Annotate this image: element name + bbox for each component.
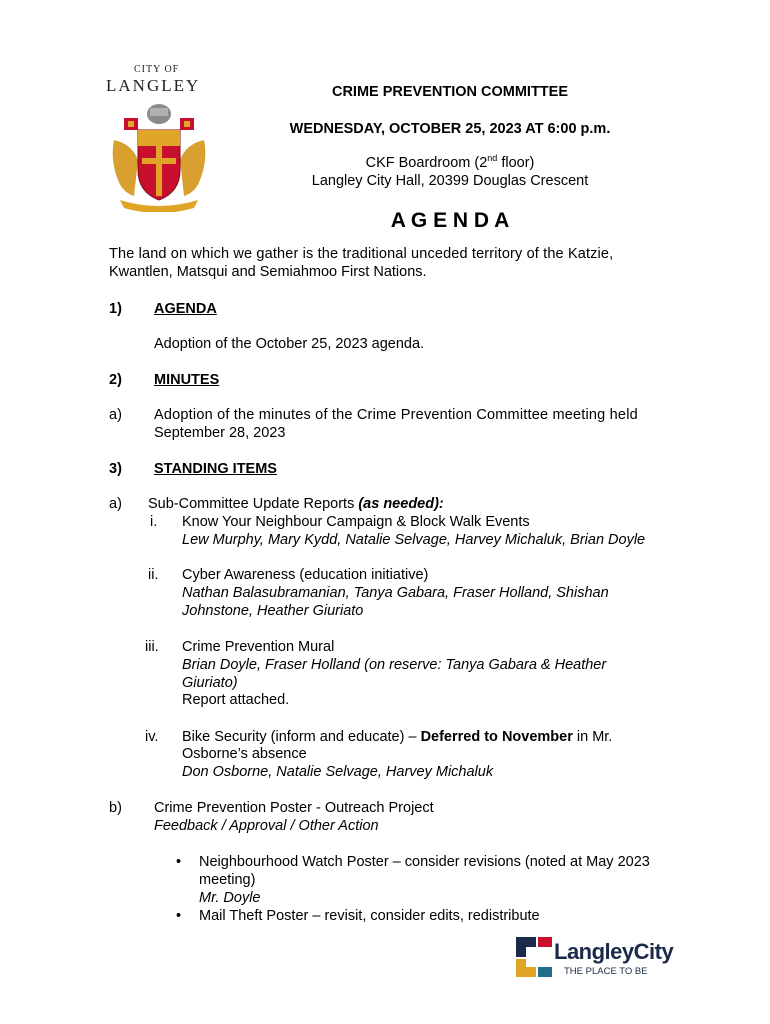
item-iii-names-2: Giuriato) (182, 675, 238, 691)
bullet-1-line-3: Mr. Doyle (199, 890, 261, 906)
section-3a-label: a) (109, 496, 122, 512)
section-2a-text-1: Adoption of the minutes of the Crime Prevention Committee meeting held (154, 407, 638, 423)
item-iii-note: Report attached. (182, 692, 290, 708)
item-iv-title-pre: Bike Security (inform and educate) – (182, 729, 421, 745)
section-3a-heading (148, 495, 444, 513)
bullet-1-line-2: meeting) (199, 872, 256, 888)
room-text-post: floor) (497, 155, 535, 171)
bullet-1-line-1: Neighbourhood Watch Poster – consider revisions (noted at May 2023 (199, 854, 650, 870)
section-1-title: AGENDA (154, 301, 217, 317)
section-3b-title: Crime Prevention Poster - Outreach Project (154, 800, 434, 816)
acknowledgement-line-1: The land on which we gather is the traditional unceded territory of the Katzie, (109, 246, 614, 262)
committee-title: CRIME PREVENTION COMMITTEE (331, 84, 569, 100)
item-iii-title: Crime Prevention Mural (182, 639, 335, 655)
section-2-title: MINUTES (154, 372, 220, 388)
item-ii-names-1: Nathan Balasubramanian, Tanya Gabara, Fraser Holland, Shishan (182, 585, 609, 601)
section-3b-subtitle: Feedback / Approval / Other Action (154, 818, 379, 834)
agenda-heading: A G E N D A (390, 209, 510, 232)
room-text-sup: nd (487, 153, 498, 164)
section-3-title: STANDING ITEMS (154, 461, 277, 477)
item-iv-title-post: in Mr. (572, 729, 613, 745)
item-ii-names-2: Johnstone, Heather Giuriato (182, 603, 364, 619)
city-crest-logo (104, 62, 214, 212)
section-3-number: 3) (109, 461, 122, 477)
item-i-title: Know Your Neighbour Campaign & Block Walk Events (182, 514, 530, 530)
section-3a-note: (as needed): (358, 496, 444, 512)
section-2a-label: a) (109, 407, 122, 423)
item-iv-names: Don Osborne, Natalie Selvage, Harvey Michaluk (182, 764, 494, 780)
room-text-pre: CKF Boardroom (2 (365, 155, 488, 171)
langley-city-tagline: THE PLACE TO BE (564, 966, 648, 977)
meeting-room (250, 154, 650, 172)
logo-langley-text: LANGLEY (106, 76, 201, 95)
section-2-number: 2) (109, 372, 122, 388)
langley-city-logo (510, 933, 680, 983)
item-iii-names-1: Brian Doyle, Fraser Holland (on reserve: Tanya Gabara & Heather (182, 657, 607, 673)
item-iii-number: iii. (145, 639, 159, 655)
acknowledgement-line-2: Kwantlen, Matsqui and Semiahmoo First Nations. (109, 264, 427, 280)
item-iv-number: iv. (145, 729, 159, 745)
langley-city-mark-icon (510, 933, 558, 981)
logo-city-of-text: CITY OF (134, 64, 180, 75)
item-iv-title-bold: Deferred to November (420, 729, 573, 745)
section-1-number: 1) (109, 301, 122, 317)
item-iv-title (182, 728, 612, 746)
item-ii-number: ii. (148, 567, 159, 583)
crest-icon (104, 100, 214, 212)
section-2a-text-2: September 28, 2023 (154, 425, 286, 441)
section-3a-text: Sub-Committee Update Reports (148, 496, 359, 512)
section-1-text: Adoption of the October 25, 2023 agenda. (154, 336, 425, 352)
meeting-date: WEDNESDAY, OCTOBER 25, 2023 AT 6:00 p.m. (289, 121, 611, 137)
item-ii-title: Cyber Awareness (education initiative) (182, 567, 429, 583)
section-3b-label: b) (109, 800, 122, 816)
meeting-address: Langley City Hall, 20399 Douglas Crescent (311, 173, 589, 189)
item-i-number: i. (150, 514, 158, 530)
item-i-names: Lew Murphy, Mary Kydd, Natalie Selvage, Harvey Michaluk, Brian Doyle (182, 532, 646, 548)
bullet-dot-2: • (176, 908, 182, 924)
bullet-2-line-1: Mail Theft Poster – revisit, consider edits, redistribute (199, 908, 540, 924)
bullet-dot-1: • (176, 854, 182, 870)
item-iv-title-line-2: Osborne’s absence (182, 746, 307, 762)
langley-city-brand: LangleyCity (554, 939, 674, 964)
